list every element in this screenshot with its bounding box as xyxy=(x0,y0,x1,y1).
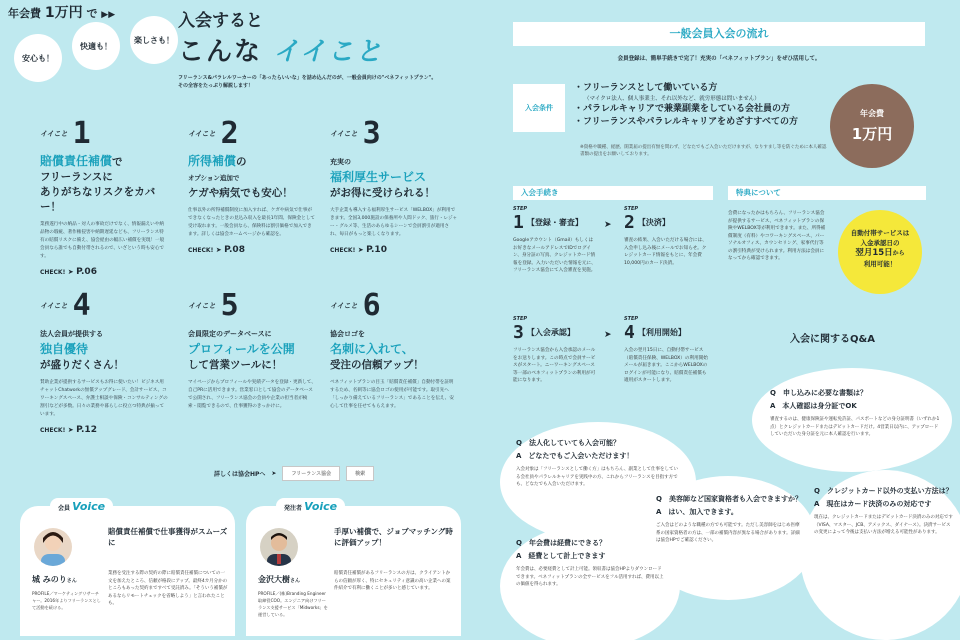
benefit-body: 大手企業も導入する福利厚生サービス「WELBOX」が利用できます。全国3,000施設の保養所や人間ドック、旅行・レジャー・グルメ等、生活のあらゆるシーンで会員割引が適用され、毎日がもっと楽しくなります。 xyxy=(330,208,458,237)
badge-line5: 利用可能！ xyxy=(863,260,897,268)
benefit-check-link[interactable]: CHECK! ➤ P.10 xyxy=(330,245,387,255)
step-label: STEP xyxy=(624,206,639,212)
benefit-number: 2 xyxy=(220,116,239,151)
fee-badge-label: 年会費 xyxy=(860,109,884,118)
voice-tag xyxy=(50,498,113,515)
benefit-head xyxy=(188,290,316,322)
arrow-right-icon: ➤ xyxy=(271,470,277,477)
qa-question: Q 申し込みに必要な書類は？ xyxy=(770,389,867,397)
benefit-title-d: が盛りだくさん！ xyxy=(40,359,124,371)
benefit-title-c: プロフィールを公開 xyxy=(188,342,295,356)
step-item xyxy=(624,206,708,267)
benefit-body: ベネフィットプランの目玉「賠償責任補償」自動付帯を証明するため、名刺等に協会ロゴの使用が可能です。取引先へ「しっかり備えているフリーランス」であることを伝え、安心して仕事を任せてもらえます。 xyxy=(330,380,454,409)
step-number: 3 xyxy=(513,322,524,343)
badge-from: から xyxy=(892,250,905,257)
benefit-title-c: オプション追加で xyxy=(188,174,240,182)
voice-tag-label: 会員 xyxy=(58,505,71,512)
check-page: P.10 xyxy=(366,245,387,255)
page-title xyxy=(178,6,428,66)
benefit-card xyxy=(40,118,168,277)
benefit-head xyxy=(40,118,168,150)
step-arrow-icon: ➤ xyxy=(604,220,612,230)
benefit-small: イイこと xyxy=(188,302,216,310)
benefit-title-c: 独自優待 xyxy=(40,342,89,356)
step-body: 入会の翌月15日に、自動付帯サービス（賠償責任保険、WELBOX）の利用開始メールが届きます。ここからWELBOXのログインが可能になり、賠償責任補償も適用がスタートします。 xyxy=(624,348,708,383)
bubble-tanoshisa: 楽しさも！ xyxy=(130,16,178,64)
qa-body: ご入会はどのような職種の方でも可能です。ただし美容師をはじめ医療系の国家資格者の方は、一部の補償内容が異なる場合があります。詳細は協会HPでご確認ください。 xyxy=(656,523,800,543)
step-item xyxy=(513,206,597,275)
benefit-title-b: の xyxy=(236,156,247,168)
check-page: P.12 xyxy=(76,425,97,435)
step-body: Googleアカウント（Gmail）もしくはお好きなメールアドレスでIDでログイン、身分証の写真、クレジットカード情報を登録。入力いただいた情報を元に、フリーランス協会にて入会審査を実施。 xyxy=(513,238,596,273)
step-body: フリーランス協会から入会承認のメールをお送りします。この時点で会員サービスがスタート。ニーワーキングスペース等一部のベネフィットプランの利用が可能になります。 xyxy=(513,348,596,383)
step-title xyxy=(513,212,597,233)
condition-item xyxy=(574,116,834,129)
condition-label: 入会条件 xyxy=(513,84,565,132)
benefit-head xyxy=(330,290,458,322)
qa-item xyxy=(516,438,680,489)
flow-subtitle: 会員登録は、簡単手続きで完了！充実の「ベネフィットプラン」をぜひ活用して。 xyxy=(617,56,821,62)
voice-name xyxy=(32,574,77,585)
benefit-title xyxy=(330,154,458,201)
step-label: STEP xyxy=(624,316,639,322)
qa-body: 年会費は、必要経費として計上可能。領収書は協会HPよりダウンロードできます。ベネフィットプランの全サービスをフル活用すれば、費用以上の価値を得られます。 xyxy=(516,567,664,587)
check-page: P.06 xyxy=(76,267,97,277)
title-line2-b: イイこと xyxy=(273,37,384,67)
benefit-title-a: 所得補償 xyxy=(188,154,237,168)
voice-body: 賠償責任補償があるフリーランスの方は、クライアントからの信頼が厚く、特にセキュリティ意識の高い企業への案件紹介で有利に働くことが多いと感じています。 xyxy=(334,571,451,591)
qa-body: 入会対象は「フリーランスとして働く方」はもちろん、副業として仕事をしている会社員やパラレルキャリアを実践中の方、これからフリーランスを目指す方でも、どなたでも入会いただけます。 xyxy=(516,467,678,487)
condition-text: ・パラレルキャリアで兼業副業をしている会社員の方 xyxy=(574,104,791,114)
fee-banner-label: 年会費 xyxy=(8,7,41,20)
step-title-text: 【決済】 xyxy=(637,218,670,227)
qa-answer: A 現在はカード決済のみの対応です xyxy=(814,500,932,508)
bubble-anshin: 安心も！ xyxy=(14,34,62,82)
qa-answer: A 本人確認は身分証でOK xyxy=(770,402,857,410)
benefit-number: 3 xyxy=(362,116,381,151)
voice-body: 業務を受注する際の契約の際に賠償責任補償についての一文を加えたところ、信頼が格段にアップ。最終4カ月分かのところもあった契約まですべて受託済み。「そういう補償があるならリモートチェックを省略しよう」と言われたことも。 xyxy=(108,571,228,606)
fee-badge-amount: 1万円 xyxy=(851,125,893,143)
benefit-small: イイこと xyxy=(40,130,68,138)
benefit-title-d: して営業ツールに！ xyxy=(188,359,283,371)
condition-text: ・フリーランスやパラレルキャリアをめざすすべての方 xyxy=(574,117,799,127)
condition-text: ・フリーランスとして働いている方 xyxy=(574,83,718,93)
benefit-small: イイこと xyxy=(330,302,358,310)
benefit-head xyxy=(188,118,316,150)
step-body: 審査の結果、入会いただける場合には、入会申し込み後にメールでお知らせ。クレジットカード情報をもとに、年会費10,000円のカード決済。 xyxy=(624,238,707,266)
step-title xyxy=(624,212,708,233)
tokuten-body: 会費になったかはもちろん、フリーランス協会が提供するサービス、ベネフィットプランの保険やWELBOX等が利用できます。また、所得補償制度（有料）やコワーキングスペース、パーソナルオフィス、カウンセリング、家事代行等の割引特典が受けられます。利用方法は会員になってから確認できます。 xyxy=(728,211,826,261)
benefit-small: イイこと xyxy=(40,302,68,310)
qa-question: Q 法人化していても入会可能？ xyxy=(516,439,620,447)
voice-heading: 手厚い補償で、ジョブマッチング時に評価アップ！ xyxy=(334,527,453,547)
benefit-small: イイこと xyxy=(188,130,216,138)
benefit-title xyxy=(188,326,316,373)
flow-title: 一般会員入会の流れ xyxy=(513,22,925,46)
step-item xyxy=(513,316,597,385)
check-label: CHECK! xyxy=(188,247,214,254)
badge-line3 xyxy=(838,248,922,259)
qa-body: 審査するのは、健康保険証や運転免許証、パスポートなどの身分証明書（いずれか1点）とクレジットカードまたはデビットカードだけ。4営業日以内に、アップロードしていただいた身分証を元に本人確認を行います。 xyxy=(770,417,940,437)
title-line2-a: こんな xyxy=(178,37,263,67)
benefit-title-a: 法人会員が提供する xyxy=(40,330,103,338)
bubble-kaiteki: 快適も！ xyxy=(72,22,120,70)
voice-tag-big: Voice xyxy=(72,500,106,513)
benefit-number: 4 xyxy=(72,288,91,323)
voice-name-text: 城 みのり xyxy=(32,575,67,584)
step-arrow-icon: ➤ xyxy=(604,330,612,340)
step-label: STEP xyxy=(513,206,528,212)
step-title xyxy=(513,322,597,343)
voice-tag-big: Voice xyxy=(304,500,338,513)
condition-item xyxy=(574,82,834,103)
benefit-card xyxy=(40,290,168,435)
qa-answer: A 経費として計上できます xyxy=(516,552,606,560)
hp-search-button[interactable]: 検索 xyxy=(346,466,374,481)
hp-search-field[interactable]: フリーランス協会 xyxy=(282,466,340,481)
step-number: 4 xyxy=(624,322,635,343)
avatar xyxy=(34,528,72,566)
condition-item xyxy=(574,103,834,116)
benefit-card xyxy=(330,290,458,411)
benefit-body: 業務遂行中の納品・対人の事故だけでなく、情報漏えいや納品物の瑕疵、著作権侵害や納期遅延なども、フリーランス特有の賠償リスクに備え、協会経由の幅広い補償を実現！一般会員なら誰でも自動付帯されるので、いざという時も安心です。 xyxy=(40,222,165,259)
fee-banner xyxy=(8,2,115,22)
step-number: 2 xyxy=(624,212,635,233)
benefit-card xyxy=(188,290,316,411)
benefit-body: 賛助企業が提供するサービスもお得に使いたい！ビジネス用チャットChatworkの無償アップグレード、会計サービス、コワーキングスペース、弁護士相談や保険・コンサルティングの割引などが多数。日々の業務や暮らしに役立つ特典が揃っています。 xyxy=(40,380,168,417)
qa-question: Q クレジットカード以外の支払い方法は？ xyxy=(814,487,953,495)
badge-line1: 自動付帯サービスは xyxy=(850,229,910,237)
voice-card xyxy=(246,500,461,636)
benefit-title-a: 会員限定のデータベースに xyxy=(188,330,272,338)
qa-item xyxy=(656,494,802,545)
benefit-title-b: で xyxy=(112,156,123,168)
benefit-number: 1 xyxy=(72,116,91,151)
intro-text: フリーランス&パラレルワーカーの「あったらいいな」を詰め込んだのが、一般会員向けの"ベネフィットプラン"。その全容をたっぷり解説します！ xyxy=(178,75,437,89)
step-item xyxy=(624,316,708,385)
voice-name-text: 金沢大樹 xyxy=(258,575,290,584)
qa-answer: A どなたでもご入会いただけます！ xyxy=(516,452,634,460)
check-label: CHECK! xyxy=(330,247,356,254)
voice-tag xyxy=(276,498,345,515)
benefit-title xyxy=(188,154,316,201)
condition-note: ※資格や職種、経歴、開業届の提出有無を問わず、どなたでもご入会いただけますが、なりすまし等を防ぐために本人確認書類の提出をお願いしております。 xyxy=(580,145,827,157)
condition-sub: （マイクロ法人、個人事業主、それ以外など、就労形態は問いません） xyxy=(584,96,760,102)
benefit-number: 6 xyxy=(362,288,381,323)
benefit-title-c: フリーランスに xyxy=(40,171,113,183)
benefit-card xyxy=(188,118,316,255)
step-title-text: 【入会承認】 xyxy=(526,328,575,337)
qa-item xyxy=(814,486,954,537)
avatar xyxy=(260,528,298,566)
benefit-title-a: 協会ロゴを xyxy=(330,330,365,338)
qa-body: 現在は、クレジットカードまたはデビットカード決済のみの対応です（VISA、マスター、JCB、アメックス、ダイナース）。決済サービスの変更によって今後は支払い方法が増える可能性があります。 xyxy=(814,515,953,535)
hp-link-row xyxy=(214,466,374,481)
check-label: CHECK! xyxy=(40,269,66,276)
benefit-title xyxy=(40,326,168,373)
voice-honor: さん xyxy=(290,578,301,584)
benefit-title-c: 福利厚生サービス xyxy=(330,170,427,184)
benefit-body: マイページからプロフィールや実績データを登録・更新して、自己PRに活用できます。営業窓口として協会のデータベースで公開され、フリーランス協会の会員や企業の担当者が検索・閲覧できるので、仕事獲得のきっかけに。 xyxy=(188,380,316,409)
voice-tag-label: 発注者 xyxy=(284,505,303,512)
qa-answer: A はい、加入できます。 xyxy=(656,508,738,516)
benefit-head xyxy=(330,118,458,150)
condition-list xyxy=(574,82,834,129)
benefit-title-d: ケガや病気でも安心！ xyxy=(188,187,293,199)
voice-profile: PROFILE／マーケティングリサーチャー。2016年よりフリーランスとして活動を続ける。 xyxy=(32,591,101,610)
step-label: STEP xyxy=(513,316,528,322)
procedure-title: 入会手続き xyxy=(513,186,713,200)
benefit-check-link[interactable]: CHECK! ➤ P.06 xyxy=(40,267,97,277)
fee-banner-suffix: で xyxy=(86,7,98,20)
badge-date: 翌月15日 xyxy=(855,248,893,258)
check-page: P.08 xyxy=(224,245,245,255)
qa-question: Q 年会費は経費にできる？ xyxy=(516,539,606,547)
voice-profile: PROFILE／(株)Branding Engineer 取締役COO。エンジニア向けフリーランス支援サービス「Midworks」を運営している。 xyxy=(258,591,328,617)
benefit-title-a: 賠償責任補償 xyxy=(40,154,113,168)
benefit-title-d: がお得に受けられる！ xyxy=(330,187,435,199)
voice-heading: 賠償責任補償で仕事獲得がスムーズに xyxy=(108,527,228,547)
auto-service-badge xyxy=(838,210,922,294)
fee-badge xyxy=(830,84,914,168)
qa-title: 入会に関するQ&A xyxy=(790,334,875,345)
benefit-title-d: ありがちなリスクをカバー！ xyxy=(40,186,156,213)
step-number: 1 xyxy=(513,212,524,233)
voice-name xyxy=(258,574,300,585)
step-title-text: 【利用開始】 xyxy=(637,328,686,337)
benefit-small: イイこと xyxy=(330,130,358,138)
benefit-head xyxy=(40,290,168,322)
badge-line2: 入金承認日の xyxy=(860,239,900,247)
qa-question: Q 美容師など国家資格者も入会できますか？ xyxy=(656,495,802,503)
benefit-title-d: 受注の信頼アップ！ xyxy=(330,359,424,371)
title-line1: 入会すると xyxy=(178,11,263,31)
tokuten-title: 特典について xyxy=(728,186,926,200)
step-title-text: 【登録・審査】 xyxy=(526,218,583,227)
benefit-check-link[interactable]: CHECK! ➤ P.08 xyxy=(188,245,245,255)
voice-honor: さん xyxy=(66,578,77,584)
benefit-title xyxy=(330,326,458,373)
benefit-title-a: 充実の xyxy=(330,158,351,166)
double-arrow-icon: ▶▶ xyxy=(101,10,116,20)
step-title xyxy=(624,322,708,343)
check-label: CHECK! xyxy=(40,427,66,434)
qa-item xyxy=(516,538,666,589)
qa-item xyxy=(770,388,940,439)
title-line2 xyxy=(178,31,428,68)
benefit-title-c: 名刺に入れて、 xyxy=(330,342,414,356)
fee-banner-amount: 1万円 xyxy=(44,5,83,21)
voice-card xyxy=(20,500,235,636)
benefit-number: 5 xyxy=(220,288,239,323)
benefit-check-link[interactable]: CHECK! ➤ P.12 xyxy=(40,425,97,435)
benefit-card xyxy=(330,118,458,255)
hp-text: 詳しくは協会HPへ xyxy=(214,471,266,478)
benefit-body: 仕事以外の所得補償制度に加入すれば、ケガや病気で仕事ができなくなったときの見込み収入を最長1年間、保険金として受け取れます。一般会員なら、保険料は割引価格で加入できます。詳しくは協会ホームページから確認を。 xyxy=(188,208,315,237)
benefit-title xyxy=(40,154,168,215)
